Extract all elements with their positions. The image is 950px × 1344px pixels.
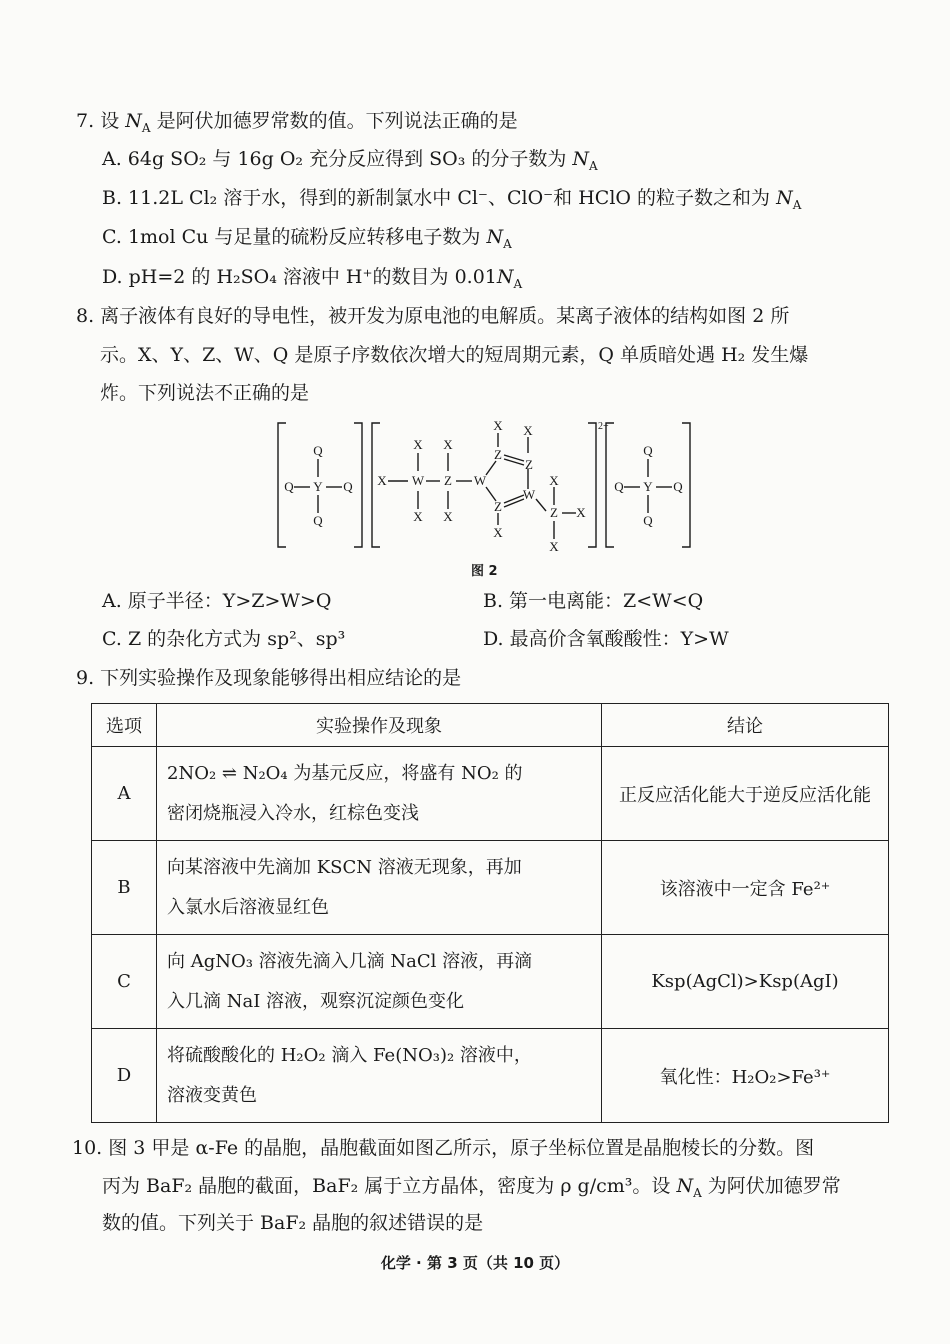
- q9-stem: 9. 下列实验操作及现象能够得出相应结论的是: [76, 667, 462, 689]
- q10-stem-line2: 丙为 BaF₂ 晶胞的截面，BaF₂ 属于立方晶体，密度为 ρ g/cm³。设 $N_A$ 为阿伏加德罗常: [102, 1175, 841, 1200]
- svg-text:X: X: [576, 505, 586, 520]
- q8-option-b: B. 第一电离能：Z<W<Q: [483, 590, 704, 612]
- row-operation: 向 AgNO₃ 溶液先滴入几滴 NaCl 溶液，再滴 入几滴 NaI 溶液，观察沉淀颜色变化: [157, 935, 602, 1029]
- svg-text:W: W: [522, 487, 536, 502]
- svg-text:X: X: [493, 418, 503, 433]
- q7-option-c: C. 1mol Cu 与足量的硫粉反应转移电子数为 $N_A$: [102, 226, 512, 251]
- row-operation: 向某溶液中先滴加 KSCN 溶液无现象，再加 入氯水后溶液显红色: [157, 841, 602, 935]
- ionic-liquid-structure-diagram: [270, 415, 710, 555]
- row-option: D: [92, 1029, 157, 1123]
- q8-stem-line3: 炸。下列说法不正确的是: [100, 382, 310, 404]
- svg-text:X: X: [377, 473, 387, 488]
- header-operation: 实验操作及现象: [157, 704, 602, 747]
- q8-stem-line1: 8. 离子液体有良好的导电性，被开发为原电池的电解质。某离子液体的结构如图 2 所: [76, 305, 790, 327]
- svg-text:X: X: [493, 525, 503, 540]
- cation-charge: 2+: [598, 421, 609, 432]
- q8-option-a: A. 原子半径：Y>Z>W>Q: [102, 590, 332, 612]
- row-operation: 将硫酸酸化的 H₂O₂ 滴入 Fe(NO₃)₂ 溶液中， 溶液变黄色: [157, 1029, 602, 1123]
- experiment-table: [91, 703, 889, 1123]
- table-header-row: [92, 704, 889, 747]
- row-option: C: [92, 935, 157, 1029]
- row-conclusion: Ksp(AgCl)>Ksp(AgI): [602, 935, 889, 1029]
- q10-stem-line1: 10. 图 3 甲是 α-Fe 的晶胞，晶胞截面如图乙所示，原子坐标位置是晶胞棱长的分数。图: [72, 1137, 815, 1159]
- svg-text:Q: Q: [313, 513, 323, 528]
- q8-stem-line2: 示。X、Y、Z、W、Q 是原子序数依次增大的短周期元素，Q 单质暗处遇 H₂ 发生爆: [100, 344, 809, 366]
- header-conclusion: 结论: [602, 704, 889, 747]
- q8-option-c: C. Z 的杂化方式为 sp²、sp³: [102, 628, 346, 650]
- svg-text:Z: Z: [444, 473, 452, 488]
- header-option: 选项: [92, 704, 157, 747]
- svg-text:X: X: [413, 509, 423, 524]
- svg-text:Z: Z: [494, 447, 502, 462]
- row-conclusion: 氧化性：H₂O₂>Fe³⁺: [602, 1029, 889, 1123]
- svg-text:X: X: [549, 473, 559, 488]
- q7-option-d: D. pH=2 的 H₂SO₄ 溶液中 H⁺的数目为 $0.01N_A$: [102, 266, 523, 291]
- svg-text:W: W: [411, 473, 425, 488]
- svg-text:Y: Y: [643, 479, 653, 494]
- q7-stem: 7. 设 $N_A$ 是阿伏加德罗常数的值。下列说法正确的是: [76, 110, 518, 135]
- q10-stem-line3: 数的值。下列关于 BaF₂ 晶胞的叙述错误的是: [102, 1212, 484, 1234]
- row-conclusion: 正反应活化能大于逆反应活化能: [602, 747, 889, 841]
- table-row: [92, 841, 889, 935]
- svg-text:Z: Z: [525, 457, 533, 472]
- figure-2-caption: 图 2: [471, 564, 498, 579]
- page-footer: 化学 · 第 3 页（共 10 页）: [380, 1254, 570, 1272]
- svg-text:Q: Q: [343, 479, 353, 494]
- row-option: A: [92, 747, 157, 841]
- svg-text:Q: Q: [313, 443, 323, 458]
- row-option: B: [92, 841, 157, 935]
- svg-text:W: W: [473, 473, 487, 488]
- svg-text:Y: Y: [313, 479, 323, 494]
- row-operation: 2NO₂ ⇌ N₂O₄ 为基元反应，将盛有 NO₂ 的 密闭烧瓶浸入冷水，红棕色变浅: [157, 747, 602, 841]
- svg-text:Q: Q: [643, 513, 653, 528]
- svg-text:Q: Q: [614, 479, 624, 494]
- svg-text:X: X: [413, 437, 423, 452]
- svg-text:Z: Z: [494, 499, 502, 514]
- q7-option-b: B. 11.2L Cl₂ 溶于水，得到的新制氯水中 Cl⁻、ClO⁻和 HClO 的粒子数之和为 $N_A$: [102, 187, 802, 212]
- table-row: [92, 1029, 889, 1123]
- svg-text:Q: Q: [643, 443, 653, 458]
- svg-text:Q: Q: [673, 479, 683, 494]
- svg-text:X: X: [549, 539, 559, 554]
- row-conclusion: 该溶液中一定含 Fe²⁺: [602, 841, 889, 935]
- svg-text:Q: Q: [284, 479, 294, 494]
- table-row: [92, 935, 889, 1029]
- q7-option-a: A. 64g SO₂ 与 16g O₂ 充分反应得到 SO₃ 的分子数为 $N_A$: [102, 148, 598, 173]
- svg-text:X: X: [443, 509, 453, 524]
- svg-text:X: X: [523, 423, 533, 438]
- svg-text:Z: Z: [550, 505, 558, 520]
- na-symbol: N: [125, 110, 142, 132]
- svg-text:X: X: [443, 437, 453, 452]
- q8-option-d: D. 最高价含氧酸酸性：Y>W: [483, 628, 729, 650]
- table-row: [92, 747, 889, 841]
